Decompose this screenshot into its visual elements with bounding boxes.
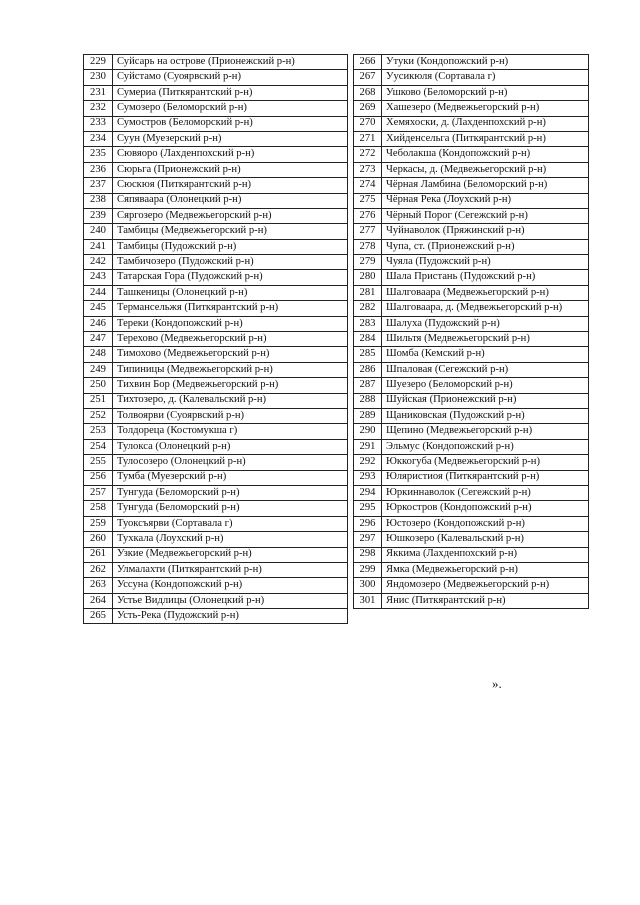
table-row [84,378,348,393]
settlement-name: Ташкеницы (Олонецкий р-н) [113,285,348,300]
table-row [354,316,589,331]
row-number: 258 [84,501,113,516]
row-number: 297 [354,532,382,547]
row-number: 245 [84,301,113,316]
settlement-name: Сяпяваара (Олонецкий р-н) [113,193,348,208]
table-row [84,578,348,593]
row-number: 235 [84,147,113,162]
row-number: 266 [354,55,382,70]
row-number: 241 [84,239,113,254]
settlement-name: Хемяхоски, д. (Лахденпохский р-н) [382,116,589,131]
row-number: 249 [84,362,113,377]
table-row [84,332,348,347]
row-number: 256 [84,470,113,485]
row-number: 260 [84,532,113,547]
settlement-name: Чуйнаволок (Пряжинский р-н) [382,224,589,239]
table-row [354,378,589,393]
row-number: 291 [354,439,382,454]
table-row [84,532,348,547]
settlement-name: Сяргозеро (Медвежьегорский р-н) [113,208,348,223]
settlement-name: Юляристиоя (Питкярантский р-н) [382,470,589,485]
table-row [354,532,589,547]
table-row [84,455,348,470]
row-number: 230 [84,70,113,85]
row-number: 229 [84,55,113,70]
table-row [84,116,348,131]
table-row [84,193,348,208]
settlement-name: Чёрный Порог (Сегежский р-н) [382,208,589,223]
table-row [354,147,589,162]
table-row [354,455,589,470]
table-row [84,316,348,331]
table-row [354,393,589,408]
row-number: 299 [354,562,382,577]
table-row [354,578,589,593]
settlement-name: Суйстамо (Суоярвский р-н) [113,70,348,85]
settlement-name: Тамбицы (Медвежьегорский р-н) [113,224,348,239]
row-number: 263 [84,578,113,593]
table-row [84,347,348,362]
table-row [84,408,348,423]
table-row [354,362,589,377]
settlement-name: Уусикюля (Сортавала г) [382,70,589,85]
row-number: 287 [354,378,382,393]
row-number: 250 [84,378,113,393]
settlement-name: Хашезеро (Медвежьегорский р-н) [382,101,589,116]
settlement-name: Чеболакша (Кондопожский р-н) [382,147,589,162]
settlement-name: Толвоярви (Суоярвский р-н) [113,408,348,423]
settlement-name: Яккима (Лахденпохский р-н) [382,547,589,562]
table-row [84,362,348,377]
table-row [84,224,348,239]
table-row [354,301,589,316]
row-number: 282 [354,301,382,316]
row-number: 294 [354,485,382,500]
table-row [84,147,348,162]
settlement-name: Шпаловая (Сегежский р-н) [382,362,589,377]
settlement-name: Сумериа (Питкярантский р-н) [113,85,348,100]
table-row [84,55,348,70]
row-number: 301 [354,593,382,608]
row-number: 251 [84,393,113,408]
settlement-name: Тулосозеро (Олонецкий р-н) [113,455,348,470]
table-row [84,609,348,624]
row-number: 278 [354,239,382,254]
settlement-name: Щепино (Медвежьегорский р-н) [382,424,589,439]
row-number: 236 [84,162,113,177]
row-number: 285 [354,347,382,362]
settlement-name: Ушково (Беломорский р-н) [382,85,589,100]
settlement-name: Тимохово (Медвежьегорский р-н) [113,347,348,362]
settlement-name: Хийденсельга (Питкярантский р-н) [382,131,589,146]
settlement-name: Шалговаара, д. (Медвежьегорский р-н) [382,301,589,316]
table-row [84,439,348,454]
table-row [354,485,589,500]
settlement-name: Тихтозеро, д. (Калевальский р-н) [113,393,348,408]
table-row [84,516,348,531]
table-row [84,131,348,146]
table-row [84,101,348,116]
table-row [84,501,348,516]
row-number: 270 [354,116,382,131]
closing-quote-mark: ». [492,676,502,691]
row-number: 264 [84,593,113,608]
table-row [84,393,348,408]
row-number: 239 [84,208,113,223]
settlement-name: Тухкала (Лоухский р-н) [113,532,348,547]
row-number: 247 [84,332,113,347]
settlement-name: Сюскюя (Питкярантский р-н) [113,178,348,193]
settlement-name: Сумозеро (Беломорский р-н) [113,101,348,116]
table-row [84,70,348,85]
settlement-name: Типиницы (Медвежьегорский р-н) [113,362,348,377]
settlement-name: Тунгуда (Беломорский р-н) [113,501,348,516]
settlement-name: Шалговаара (Медвежьегорский р-н) [382,285,589,300]
table-row [84,547,348,562]
table-row [84,301,348,316]
row-number: 233 [84,116,113,131]
settlement-name: Шала Пристань (Пудожский р-н) [382,270,589,285]
settlement-name: Сюрьга (Прионежский р-н) [113,162,348,177]
table-row [354,162,589,177]
row-number: 268 [354,85,382,100]
row-number: 272 [354,147,382,162]
row-number: 231 [84,85,113,100]
settlement-name: Шалуха (Пудожский р-н) [382,316,589,331]
settlement-name: Юстозеро (Кондопожский р-н) [382,516,589,531]
settlement-name: Тихвин Бор (Медвежьегорский р-н) [113,378,348,393]
table-row [84,485,348,500]
table-row [354,424,589,439]
table-row [84,255,348,270]
settlement-name: Чуяла (Пудожский р-н) [382,255,589,270]
row-number: 238 [84,193,113,208]
settlement-name: Узкие (Медвежьегорский р-н) [113,547,348,562]
row-number: 248 [84,347,113,362]
row-number: 274 [354,178,382,193]
row-number: 289 [354,408,382,423]
row-number: 277 [354,224,382,239]
settlement-name: Юркостров (Кондопожский р-н) [382,501,589,516]
settlement-name: Шуйская (Прионежский р-н) [382,393,589,408]
settlement-name: Янис (Питкярантский р-н) [382,593,589,608]
settlement-name: Суун (Муезерский р-н) [113,131,348,146]
settlement-name: Чёрная Река (Лоухский р-н) [382,193,589,208]
settlement-name: Толдореца (Костомукша г) [113,424,348,439]
row-number: 267 [354,70,382,85]
row-number: 280 [354,270,382,285]
table-row [354,101,589,116]
settlement-name: Шуезеро (Беломорский р-н) [382,378,589,393]
table-row [354,224,589,239]
row-number: 269 [354,101,382,116]
settlement-name: Тереки (Кондопожский р-н) [113,316,348,331]
table-row [84,85,348,100]
settlement-name: Чёрная Ламбина (Беломорский р-н) [382,178,589,193]
table-row [354,193,589,208]
row-number: 295 [354,501,382,516]
settlement-name: Шильтя (Медвежьегорский р-н) [382,332,589,347]
row-number: 273 [354,162,382,177]
table-row [354,70,589,85]
settlement-name: Тамбичозеро (Пудожский р-н) [113,255,348,270]
row-number: 296 [354,516,382,531]
table-row [354,562,589,577]
row-number: 257 [84,485,113,500]
settlements-table-left [83,54,348,624]
row-number: 259 [84,516,113,531]
table-row [84,178,348,193]
row-number: 281 [354,285,382,300]
table-row [354,131,589,146]
table-row [354,85,589,100]
table-row [354,408,589,423]
row-number: 298 [354,547,382,562]
row-number: 284 [354,332,382,347]
settlement-name: Юшкозеро (Калевальский р-н) [382,532,589,547]
settlement-name: Терехово (Медвежьегорский р-н) [113,332,348,347]
row-number: 261 [84,547,113,562]
row-number: 283 [354,316,382,331]
settlement-name: Татарская Гора (Пудожский р-н) [113,270,348,285]
settlement-name: Сювяоро (Лахденпохский р-н) [113,147,348,162]
settlement-name: Яндомозеро (Медвежьегорский р-н) [382,578,589,593]
table-row [354,239,589,254]
table-row [354,255,589,270]
row-number: 254 [84,439,113,454]
table-row [84,270,348,285]
settlement-name: Ямка (Медвежьегорский р-н) [382,562,589,577]
row-number: 300 [354,578,382,593]
row-number: 275 [354,193,382,208]
table-row [354,208,589,223]
row-number: 240 [84,224,113,239]
table-row [84,239,348,254]
row-number: 244 [84,285,113,300]
table-row [84,562,348,577]
row-number: 279 [354,255,382,270]
row-number: 232 [84,101,113,116]
settlement-name: Уссуна (Кондопожский р-н) [113,578,348,593]
row-number: 276 [354,208,382,223]
table-row [354,55,589,70]
table-row [354,347,589,362]
table-row [354,516,589,531]
row-number: 253 [84,424,113,439]
row-number: 242 [84,255,113,270]
row-number: 271 [354,131,382,146]
table-row [84,285,348,300]
row-number: 246 [84,316,113,331]
table-row [354,547,589,562]
settlement-name: Улмалахти (Питкярантский р-н) [113,562,348,577]
settlement-name: Эльмус (Кондопожский р-н) [382,439,589,454]
settlement-name: Тамбицы (Пудожский р-н) [113,239,348,254]
settlement-name: Тулокса (Олонецкий р-н) [113,439,348,454]
settlement-name: Чупа, ст. (Прионежский р-н) [382,239,589,254]
row-number: 265 [84,609,113,624]
settlement-name: Утуки (Кондопожский р-н) [382,55,589,70]
settlement-name: Термансельжя (Питкярантский р-н) [113,301,348,316]
table-row [354,501,589,516]
settlement-name: Тумба (Муезерский р-н) [113,470,348,485]
table-row [354,178,589,193]
settlement-name: Юккогуба (Медвежьегорский р-н) [382,455,589,470]
row-number: 290 [354,424,382,439]
table-row [84,424,348,439]
row-number: 255 [84,455,113,470]
settlement-name: Щаниковская (Пудожский р-н) [382,408,589,423]
row-number: 292 [354,455,382,470]
table-row [84,162,348,177]
row-number: 286 [354,362,382,377]
table-row [84,470,348,485]
settlement-name: Усть-Река (Пудожский р-н) [113,609,348,624]
table-row [354,439,589,454]
table-row [354,593,589,608]
row-number: 262 [84,562,113,577]
table-row [354,470,589,485]
settlement-name: Юркиннаволок (Сегежский р-н) [382,485,589,500]
settlement-name: Туоксъярви (Сортавала г) [113,516,348,531]
row-number: 293 [354,470,382,485]
settlement-name: Устье Видлицы (Олонецкий р-н) [113,593,348,608]
row-number: 237 [84,178,113,193]
table-row [354,116,589,131]
settlements-table-right [353,54,589,609]
row-number: 288 [354,393,382,408]
table-row [84,593,348,608]
row-number: 234 [84,131,113,146]
table-row [354,270,589,285]
table-row [354,332,589,347]
table-row [354,285,589,300]
settlement-name: Шомба (Кемский р-н) [382,347,589,362]
row-number: 243 [84,270,113,285]
settlement-name: Тунгуда (Беломорский р-н) [113,485,348,500]
table-row [84,208,348,223]
settlement-name: Суйсарь на острове (Прионежский р-н) [113,55,348,70]
settlement-name: Сумостров (Беломорский р-н) [113,116,348,131]
row-number: 252 [84,408,113,423]
settlement-name: Черкасы, д. (Медвежьегорский р-н) [382,162,589,177]
